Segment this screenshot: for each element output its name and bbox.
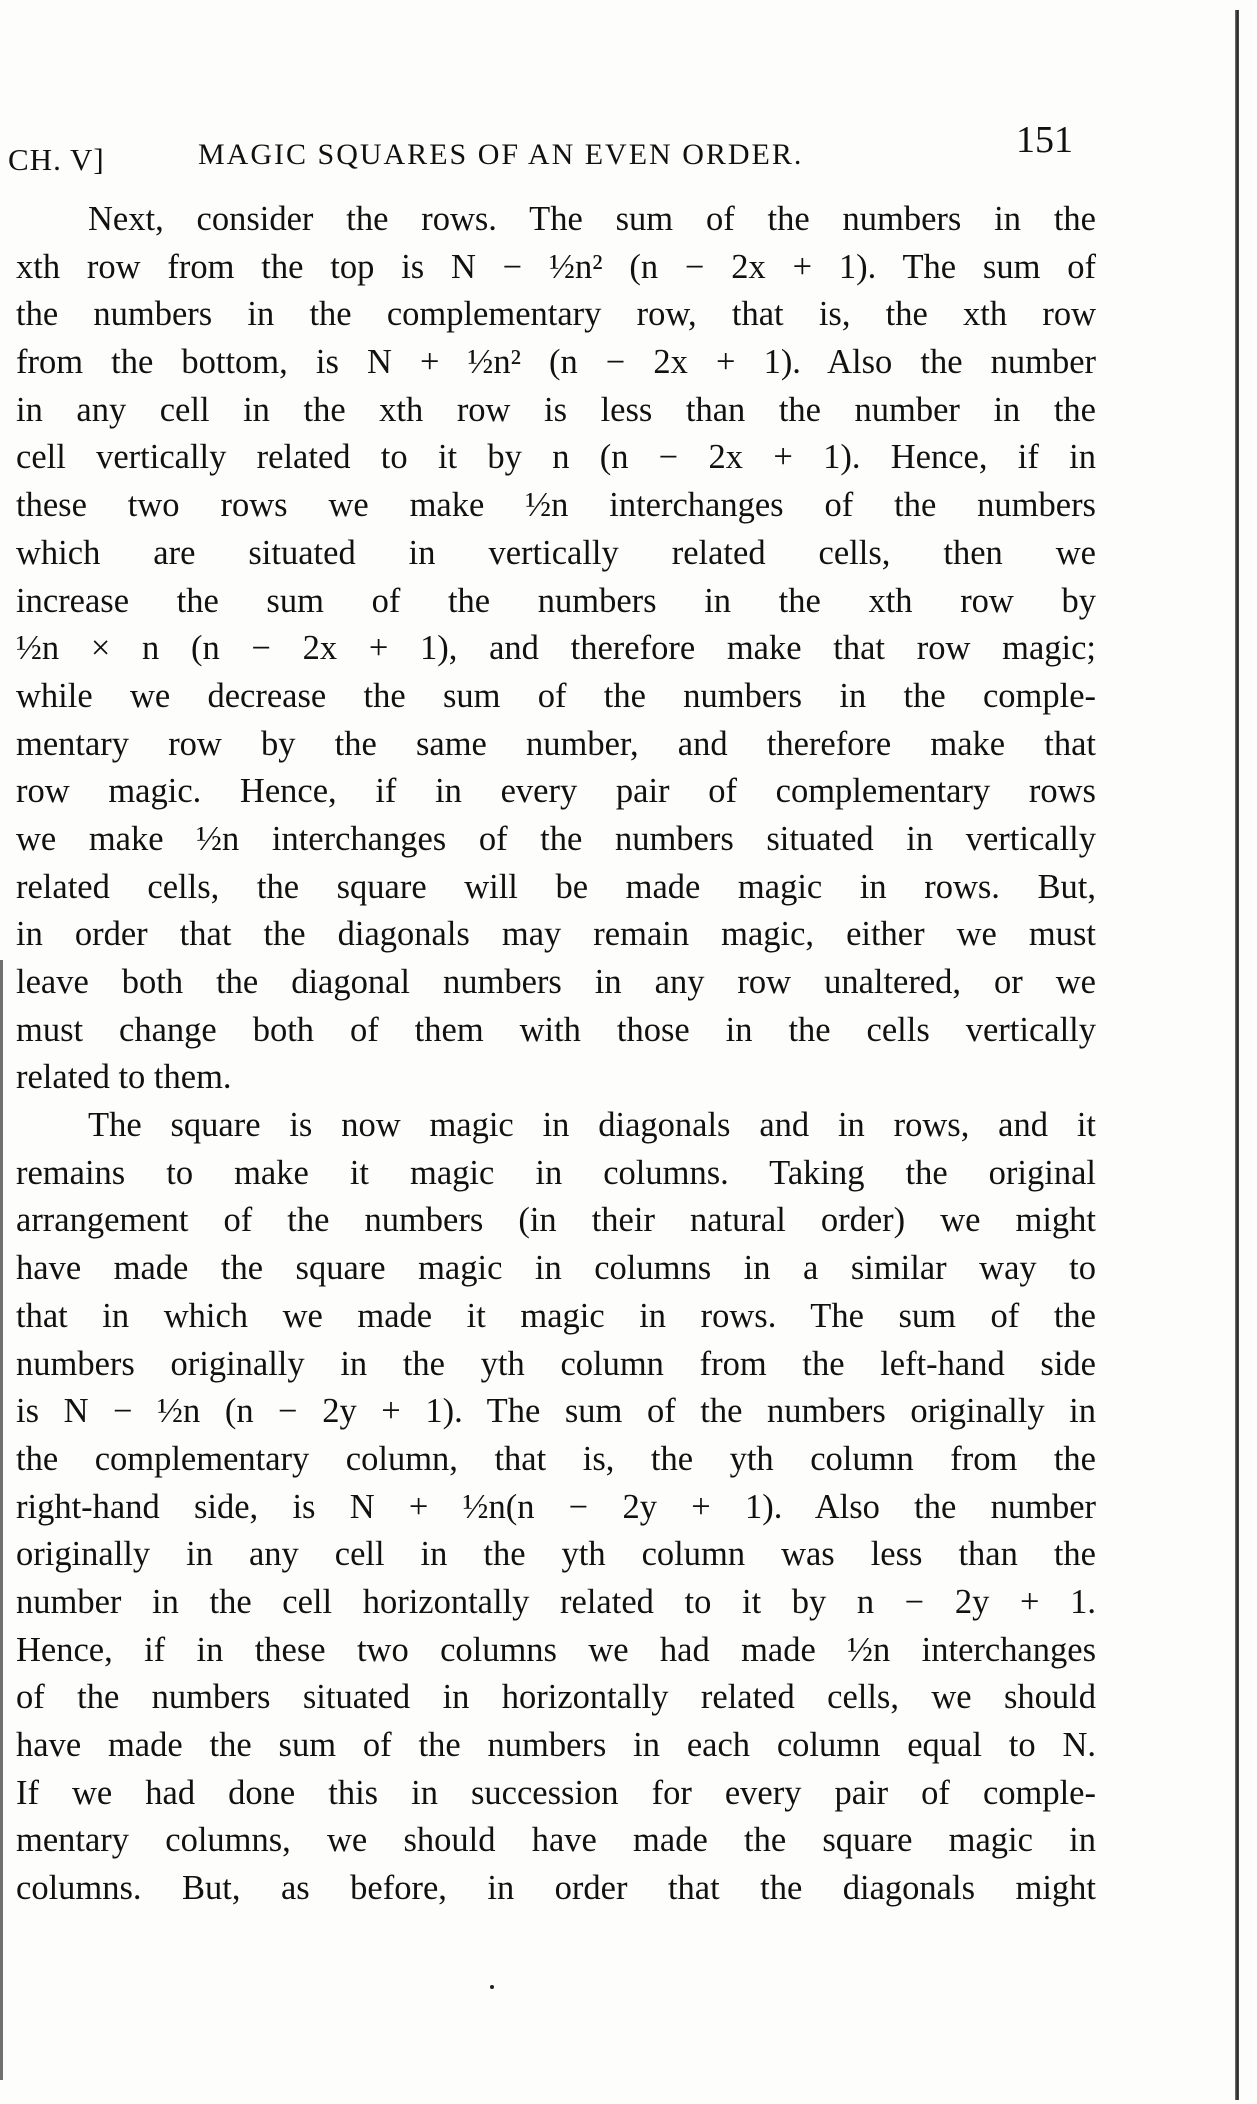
- text-line: we make ½n interchanges of the numbers situated in vertically: [16, 819, 1096, 858]
- text-line: numbers originally in the yth column from the left-hand side: [16, 1344, 1096, 1383]
- text-line: in any cell in the xth row is less than the number in the: [16, 390, 1096, 429]
- running-title: MAGIC SQUARES OF AN EVEN ORDER.: [198, 138, 804, 171]
- page-edge-right: [1235, 10, 1239, 2100]
- text-line: columns. But, as before, in order that the diagonals might: [16, 1869, 1096, 1908]
- text-line: while we decrease the sum of the numbers in the comple-: [16, 676, 1096, 715]
- text-line: related to them.: [16, 1058, 232, 1097]
- text-line: right-hand side, is N + ½n(n − 2y + 1). Also the number: [16, 1487, 1096, 1526]
- text-line: The square is now magic in diagonals and in rows, and it: [88, 1106, 1096, 1145]
- text-line: originally in any cell in the yth column was less than the: [16, 1535, 1096, 1574]
- text-line: these two rows we make ½n interchanges of the numbers: [16, 486, 1096, 525]
- text-line: increase the sum of the numbers in the xth row by: [16, 581, 1096, 620]
- paragraph-1: [16, 196, 1096, 1102]
- text-line: mentary row by the same number, and therefore make that: [16, 724, 1096, 763]
- text-line: of the numbers situated in horizontally related cells, we should: [16, 1678, 1096, 1717]
- text-line: that in which we made it magic in rows. The sum of the: [16, 1296, 1096, 1335]
- text-line: have made the sum of the numbers in each column equal to N.: [16, 1726, 1096, 1764]
- text-line: the complementary column, that is, the yth column from the: [16, 1439, 1096, 1478]
- running-header: [8, 118, 1073, 178]
- text-line: xth row from the top is N − ½n² (n − 2x + 1). The sum of: [16, 247, 1096, 286]
- paragraph-2: [16, 1102, 1096, 1913]
- text-line: the numbers in the complementary row, that is, the xth row: [16, 295, 1096, 334]
- text-line: from the bottom, is N + ½n² (n − 2x + 1). Also the number: [16, 343, 1096, 382]
- text-line: must change both of them with those in the cells vertically: [16, 1010, 1096, 1049]
- text-line: leave both the diagonal numbers in any row unaltered, or we: [16, 963, 1096, 1001]
- body-text: [16, 196, 1096, 1913]
- text-line: Next, consider the rows. The sum of the numbers in the: [88, 200, 1096, 238]
- text-line: remains to make it magic in columns. Taking the original: [16, 1153, 1096, 1192]
- text-line: If we had done this in succession for every pair of comple-: [16, 1773, 1096, 1812]
- text-line: have made the square magic in columns in a similar way to: [16, 1249, 1096, 1288]
- text-line: number in the cell horizontally related to it by n − 2y + 1.: [16, 1582, 1096, 1621]
- text-line: which are situated in vertically related cells, then we: [16, 533, 1096, 572]
- text-line: Hence, if in these two columns we had made ½n interchanges: [16, 1630, 1096, 1669]
- text-line: arrangement of the numbers (in their natural order) we might: [16, 1201, 1096, 1240]
- chapter-label: CH. V]: [8, 142, 105, 177]
- text-line: cell vertically related to it by n (n − 2x + 1). Hence, if in: [16, 438, 1096, 477]
- page-number: 151: [1016, 119, 1073, 161]
- page-edge-left: [0, 960, 9, 2080]
- text-line: mentary columns, we should have made the square magic in: [16, 1821, 1096, 1860]
- text-line: ½n × n (n − 2x + 1), and therefore make that row magic;: [16, 629, 1096, 668]
- text-line: row magic. Hence, if in every pair of complementary rows: [16, 772, 1096, 811]
- page-mark: [490, 1985, 494, 1989]
- text-line: in order that the diagonals may remain magic, either we must: [16, 915, 1096, 954]
- text-line: related cells, the square will be made magic in rows. But,: [16, 867, 1096, 906]
- text-line: is N − ½n (n − 2y + 1). The sum of the numbers originally in: [16, 1392, 1096, 1431]
